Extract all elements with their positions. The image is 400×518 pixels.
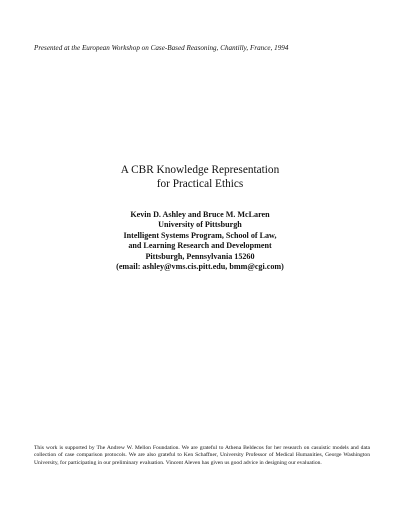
affiliation-university: University of Pittsburgh (158, 220, 242, 230)
author-names: Kevin D. Ashley and Bruce M. McLaren (130, 210, 270, 219)
author-emails: (email: ashley@vms.cis.pitt.edu, bmm@cgi.com) (116, 262, 284, 272)
affiliation-city: Pittsburgh, Pennsylvania 15260 (145, 251, 255, 261)
author-block (0, 210, 400, 272)
title-line-1: A CBR Knowledge Representation (120, 164, 280, 176)
affiliation-center: and Learning Research and Development (128, 241, 272, 251)
acknowledgement-footnote: This work is supported by The Andrew W. Mellon Foundation. We are grateful to Athena Beldecos for her research on casuistic models and data collection of case comparison protocols. We are also grateful to Ken Schaffner, University Professor of Medical Humanities, George Washington University, for participating in our preliminary evaluation. Vincent Aleven has given us good advice in designing our evaluation. (34, 445, 370, 466)
title-line-2: for Practical Ethics (156, 178, 244, 190)
venue-note: Presented at the European Workshop on Case-Based Reasoning, Chantilly, France, 1994 (34, 44, 289, 52)
affiliation-program: Intelligent Systems Program, School of Law, (123, 230, 277, 240)
paper-title (0, 163, 400, 191)
